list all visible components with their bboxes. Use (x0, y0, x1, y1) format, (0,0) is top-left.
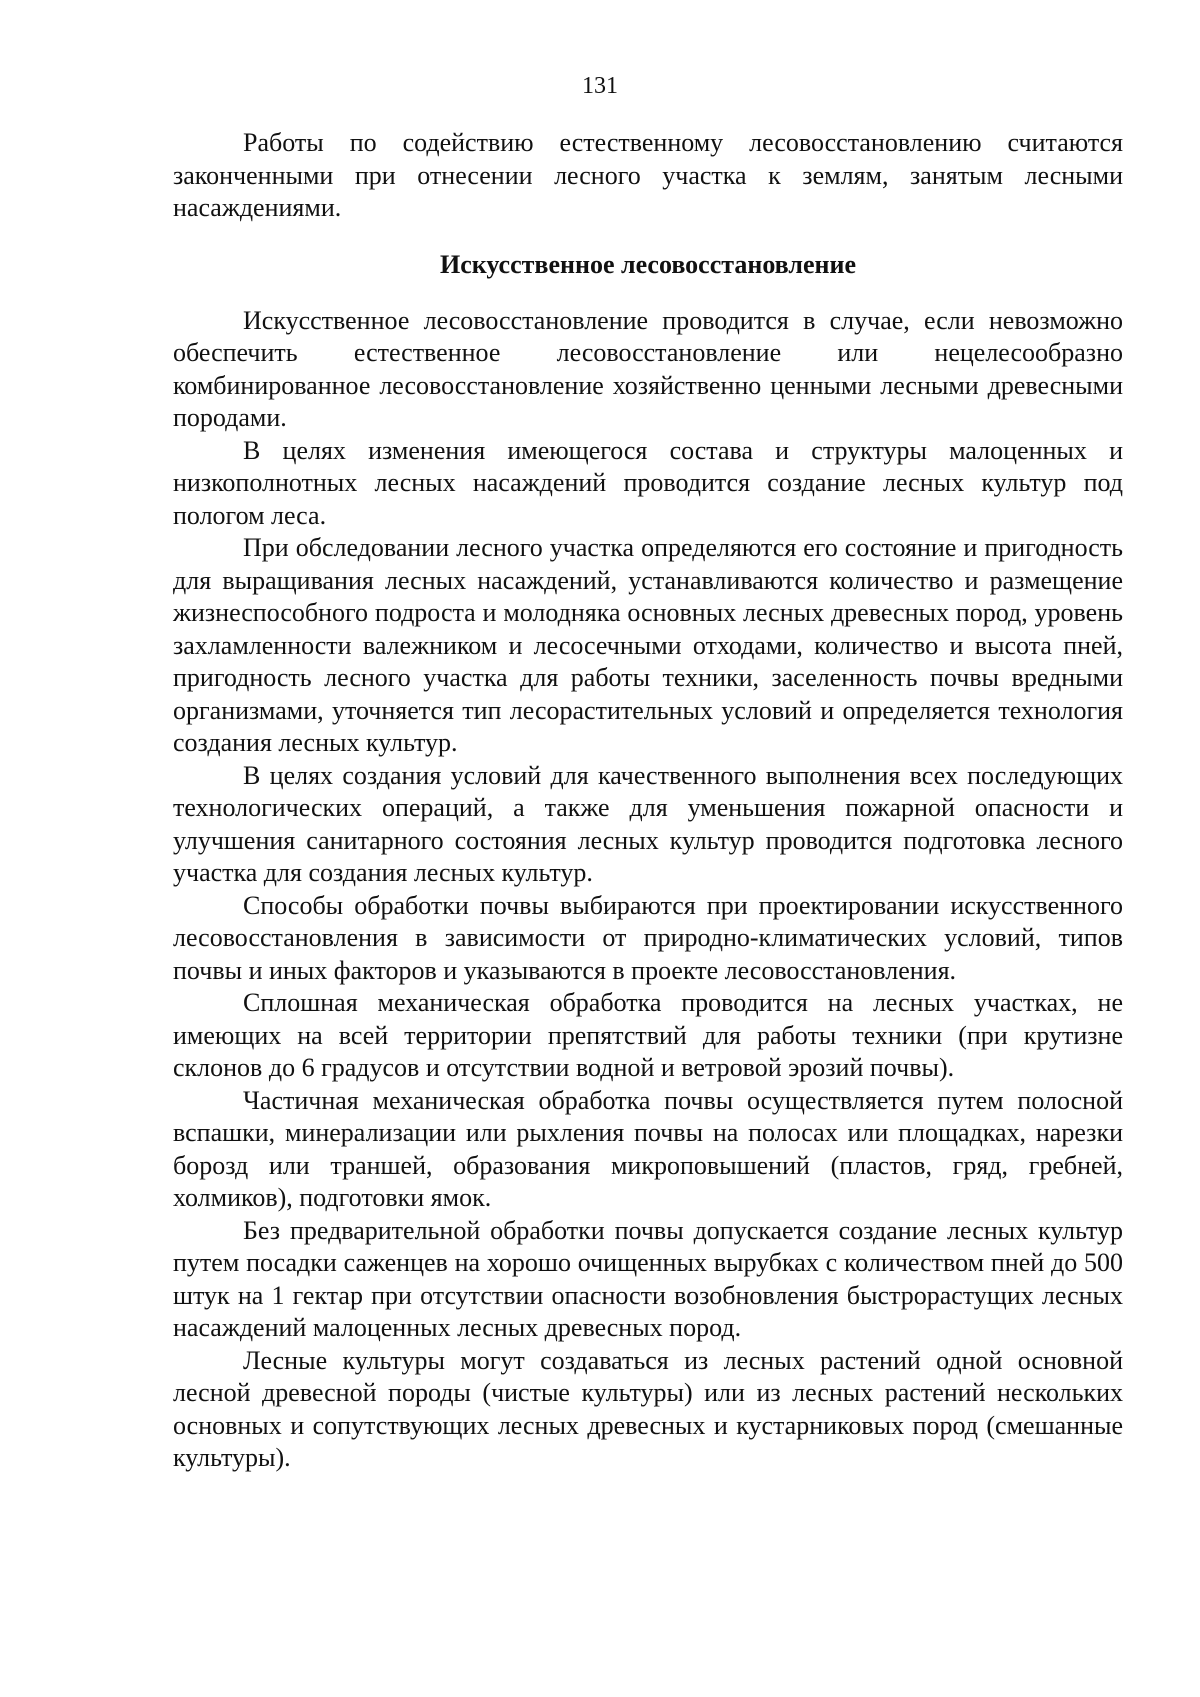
section-heading: Искусственное лесовосстановление (439, 249, 857, 279)
page-body (173, 127, 1123, 1475)
paragraph: Частичная механическая обработка почвы осуществляется путем полосной вспашки, минерализации или рыхления почвы на полосах или площадках, нарезки борозд или траншей, образования микроповышений (пластов, гряд, гребней, холмиков), подготовки ямок. (173, 1085, 1123, 1212)
paragraph: При обследовании лесного участка определяются его состояние и пригодность для выращивания лесных насаждений, устанавливаются количество и размещение жизнеспособного подроста и молодняка основных лесных древесных пород, уровень захламленности валежником и лесосечными отходами, количество и высота пней, пригодность лесного участка для работы техники, заселенность почвы вредными организмами, уточняется тип лесорастительных условий и определяется технология создания лесных культур. (173, 533, 1123, 757)
page-number: 131 (582, 73, 618, 99)
paragraph: Лесные культуры могут создаваться из лесных растений одной основной лесной древесной породы (чистые культуры) или из лесных растений нескольких основных и сопутствующих лесных древесных и кустарниковых пород (смешанные культуры). (173, 1345, 1123, 1472)
paragraph: Искусственное лесовосстановление проводится в случае, если невозможно обеспечить естественное лесовосстановление или нецелесообразно комбинированное лесовосстановление хозяйственно ценными лесными древесными породами. (173, 305, 1123, 432)
paragraph: Без предварительной обработки почвы допускается создание лесных культур путем посадки саженцев на хорошо очищенных вырубках с количеством пней до 500 штук на 1 гектар при отсутствии опасности возобновления быстрорастущих лесных насаждений малоценных лесных древесных пород. (173, 1215, 1123, 1342)
paragraph: В целях изменения имеющегося состава и структуры малоценных и низкополнотных лесных насаждений проводится создание лесных культур под пологом леса. (173, 435, 1123, 530)
paragraph: Способы обработки почвы выбираются при проектировании искусственного лесовосстановления в зависимости от природно-климатических условий, типов почвы и иных факторов и указываются в проекте лесовосстановления. (173, 890, 1123, 985)
paragraph: Сплошная механическая обработка проводится на лесных участках, не имеющих на всей территории препятствий для работы техники (при крутизне склонов до 6 градусов и отсутствии водной и ветровой эрозий почвы). (173, 988, 1123, 1082)
intro-paragraph: Работы по содействию естественному лесовосстановлению считаются законченными при отнесении лесного участка к землям, занятым лесными насаждениями. (173, 128, 1123, 222)
paragraph: В целях создания условий для качественного выполнения всех последующих технологических операций, а также для уменьшения пожарной опасности и улучшения санитарного состояния лесных культур проводится подготовка лесного участка для создания лесных культур. (173, 760, 1123, 887)
